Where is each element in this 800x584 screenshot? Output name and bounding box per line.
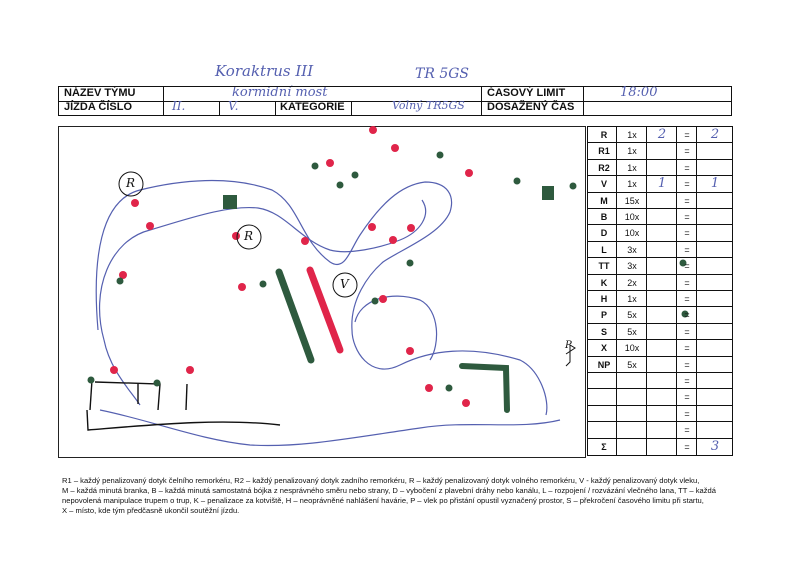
dock-post-4 (186, 384, 187, 410)
legend-line-1: R1 – každý penalizovaný dotyk čelního remorkéru, R2 – každý penalizovaný dotyk zadního remorkéru, R – každý penalizovaný dotyk volného remorkéru, V - každý penalizovaný dotyk vleku, (62, 476, 700, 485)
penalty-cell-divider (676, 291, 677, 306)
penalty-row (588, 340, 732, 356)
penalty-equals: = (684, 441, 690, 452)
penalty-cell-divider (676, 406, 677, 421)
penalty-code: V (600, 179, 607, 190)
penalty-cell-divider (676, 275, 677, 290)
penalty-multiplier: 10x (624, 212, 640, 222)
penalty-cell-divider (646, 275, 647, 290)
penalty-row (588, 193, 732, 209)
red-buoy (146, 222, 154, 230)
penalty-cell-divider (646, 127, 647, 142)
red-buoy (406, 347, 414, 355)
penalty-cell-divider (696, 307, 697, 322)
penalty-equals: = (684, 343, 690, 354)
route-bottom-sweep (100, 410, 560, 446)
penalty-code: X (600, 343, 607, 354)
route-inner-loop (100, 200, 426, 340)
green-block-1 (223, 195, 237, 209)
penalty-equals: = (684, 228, 690, 239)
marker-r1-label: R (126, 176, 136, 190)
green-buoy (312, 163, 319, 170)
penalty-equals: = (684, 310, 690, 321)
penalty-cell-divider (646, 307, 647, 322)
green-buoy (260, 281, 267, 288)
team-name-label: NÁZEV TÝMU (64, 87, 136, 99)
penalty-cell-divider (616, 291, 617, 306)
penalty-cell-divider (646, 160, 647, 175)
penalty-row (588, 127, 732, 143)
penalty-cell-divider (696, 357, 697, 372)
penalty-cell-divider (696, 340, 697, 355)
penalty-equals: = (684, 244, 690, 255)
penalty-cell-divider (696, 209, 697, 224)
penalty-cell-divider (646, 209, 647, 224)
penalty-row (588, 176, 732, 192)
penalty-cell-divider (646, 389, 647, 404)
penalty-equals: = (684, 261, 690, 272)
penalty-row (588, 422, 732, 438)
penalty-code: K (600, 277, 608, 288)
marker-v-label: V (340, 277, 349, 291)
penalty-equals: = (684, 162, 690, 173)
penalty-cell-divider (676, 176, 677, 191)
penalty-cell-divider (616, 176, 617, 191)
red-buoy (389, 236, 397, 244)
penalty-multiplier: 10x (624, 343, 640, 354)
penalty-cell-divider (616, 225, 617, 240)
penalty-cell-divider (696, 143, 697, 158)
penalty-cell-divider (646, 422, 647, 437)
penalty-row (588, 160, 732, 176)
penalty-cell-divider (616, 160, 617, 175)
red-buoy (462, 399, 470, 407)
penalty-row (588, 258, 732, 274)
penalty-total: 1 (710, 176, 720, 192)
penalty-cell-divider (646, 373, 647, 388)
time-limit-value: 18:00 (620, 85, 658, 100)
penalty-cell-divider (616, 258, 617, 273)
penalty-equals: = (684, 294, 690, 304)
green-buoy (446, 385, 453, 392)
penalty-cell-divider (676, 242, 677, 257)
penalty-multiplier: 5x (627, 359, 637, 370)
penalty-cell-divider (676, 357, 677, 372)
penalty-cell-divider (676, 143, 677, 158)
penalty-cell-divider (616, 143, 617, 158)
penalty-cell-divider (696, 291, 697, 306)
penalty-cell-divider (646, 176, 647, 191)
penalty-cell-divider (676, 439, 677, 455)
run-number-value-2: V. (228, 99, 239, 113)
penalty-cell-divider (676, 324, 677, 339)
legend-line-4: X – místo, kde tým předčasně ukončil soutěžní jízdu. (62, 506, 240, 515)
red-buoys (110, 126, 473, 407)
handwritten-team-name-line2: kormidní most (232, 85, 328, 100)
gate-bar-red (310, 270, 340, 350)
penalty-cell-divider (696, 127, 697, 142)
penalty-code: R1 (598, 146, 610, 157)
penalty-multiplier: 3x (627, 261, 637, 272)
legend-line-2: M – každá minutá branka, B – každá minutá samostatná bójka z nesprávného směru nebo strany, D – vybočení z plavební dráhy nebo kanálu, L – rozpojení / rozvázání vlečného lana, TT – každá (62, 486, 717, 495)
penalty-code: S (600, 326, 607, 337)
penalty-equals: = (684, 392, 690, 403)
run-number-label: JÍZDA ČÍSLO (64, 101, 133, 113)
penalty-cell-divider (676, 193, 677, 208)
red-buoy (369, 126, 377, 134)
penalty-cell-divider (646, 439, 647, 455)
green-buoy (407, 260, 414, 267)
handwritten-team-name: Koraktrus III (215, 62, 314, 80)
penalty-cell-divider (616, 389, 617, 404)
penalty-equals: = (684, 179, 690, 190)
penalty-cell-divider (676, 307, 677, 322)
penalty-cell-divider (676, 127, 677, 142)
red-buoy (465, 169, 473, 177)
penalty-cell-divider (616, 127, 617, 142)
penalty-cell-divider (646, 406, 647, 421)
penalty-row (588, 406, 732, 422)
penalty-multiplier: 1x (627, 146, 637, 157)
penalty-cell-divider (696, 242, 697, 257)
penalty-equals: = (684, 212, 690, 222)
penalty-cell-divider (696, 275, 697, 290)
red-buoy (110, 366, 118, 374)
green-buoy (117, 278, 124, 285)
penalty-row (588, 357, 732, 373)
penalty-multiplier: 5x (627, 310, 637, 321)
red-buoy (238, 283, 246, 291)
penalty-cell-divider (696, 439, 697, 455)
red-buoy (425, 384, 433, 392)
dock-post-1 (90, 380, 92, 410)
green-buoy (88, 377, 95, 384)
penalty-cell-divider (696, 422, 697, 437)
red-buoy (301, 237, 309, 245)
penalty-cell-divider (616, 340, 617, 355)
penalty-cell-divider (696, 373, 697, 388)
achieved-time-label: DOSAŽENÝ ČAS (487, 101, 575, 113)
penalty-cell-divider (696, 258, 697, 273)
green-buoy (372, 298, 379, 305)
penalty-cell-divider (616, 324, 617, 339)
penalty-row (588, 143, 732, 159)
route-left-descent (104, 340, 140, 405)
penalty-equals: = (684, 277, 690, 288)
red-buoy (326, 159, 334, 167)
penalty-code: L (601, 244, 607, 255)
penalty-cell-divider (646, 143, 647, 158)
penalty-cell-divider (646, 193, 647, 208)
marker-r2-label: R (244, 229, 254, 243)
legend-line-3: nepovolená manipulace trupem o trup, K – penalizace za kotviště, H – neoprávněné nahlášení havárie, P – vlek po přistání opustil vyznačený prostor, S – překročení časového limitu při startu, (62, 496, 704, 505)
red-buoy (407, 224, 415, 232)
penalty-row (588, 439, 732, 455)
penalty-cell-divider (676, 340, 677, 355)
penalty-cell-divider (616, 357, 617, 372)
penalty-equals: = (684, 130, 690, 140)
penalty-cell-divider (676, 389, 677, 404)
handwritten-code: TR 5GS (415, 66, 470, 82)
penalty-code: D (600, 228, 608, 239)
penalty-cell-divider (676, 258, 677, 273)
penalty-row (588, 307, 732, 323)
penalty-cell-divider (696, 389, 697, 404)
penalty-row (588, 225, 732, 241)
penalty-multiplier: 15x (624, 195, 640, 206)
penalty-cell-divider (646, 357, 647, 372)
penalty-cell-divider (696, 324, 697, 339)
penalty-cell-divider (676, 160, 677, 175)
penalty-cell-divider (696, 225, 697, 240)
penalty-multiplier: 1x (627, 162, 637, 173)
dock-post-2 (95, 382, 160, 410)
penalty-cell-divider (646, 258, 647, 273)
penalty-cell-divider (696, 176, 697, 191)
penalty-cell-divider (676, 373, 677, 388)
penalty-equals: = (684, 195, 690, 206)
time-limit-label: ČASOVÝ LIMIT (487, 87, 566, 99)
penalty-count: 2 (657, 127, 667, 142)
penalty-cell-divider (676, 209, 677, 224)
penalty-count: 1 (657, 176, 667, 192)
penalty-cell-divider (696, 193, 697, 208)
red-buoy (391, 144, 399, 152)
penalty-cell-divider (616, 275, 617, 290)
red-buoy (131, 199, 139, 207)
penalty-cell-divider (616, 373, 617, 388)
red-buoy (232, 232, 240, 240)
penalty-multiplier: 3x (627, 244, 637, 255)
penalty-multiplier: 1x (627, 179, 637, 190)
penalty-row (588, 242, 732, 258)
penalty-cell-divider (696, 406, 697, 421)
penalty-code: R (600, 130, 608, 140)
penalty-multiplier: 1x (627, 130, 637, 140)
penalty-code: B (600, 212, 608, 222)
penalty-row (588, 275, 732, 291)
red-buoy (186, 366, 194, 374)
run-number-value: II. (172, 99, 186, 113)
penalty-cell-divider (616, 439, 617, 455)
penalty-cell-divider (676, 422, 677, 437)
penalty-cell-divider (616, 307, 617, 322)
green-buoy (337, 182, 344, 189)
penalty-equals: = (684, 359, 690, 370)
penalty-equals: = (684, 408, 690, 419)
penalty-multiplier: 2x (627, 277, 637, 288)
penalty-cell-divider (616, 193, 617, 208)
penalty-cell-divider (646, 225, 647, 240)
penalty-cell-divider (616, 422, 617, 437)
penalty-code: TT (598, 261, 610, 272)
red-buoy (368, 223, 376, 231)
penalty-row (588, 209, 732, 225)
penalty-equals: = (684, 146, 690, 157)
penalty-code: M (600, 195, 608, 206)
penalty-row (588, 373, 732, 389)
penalty-cell-divider (646, 291, 647, 306)
penalty-cell-divider (616, 209, 617, 224)
penalty-total: 3 (710, 438, 720, 454)
penalty-cell-divider (646, 242, 647, 257)
penalty-cell-divider (696, 160, 697, 175)
penalty-row (588, 291, 732, 307)
penalty-code: NP (597, 359, 611, 370)
green-buoy (154, 380, 161, 387)
red-buoy (379, 295, 387, 303)
penalty-code: Σ (601, 441, 607, 452)
penalty-code: R2 (598, 162, 610, 173)
penalty-code: P (600, 310, 607, 321)
green-buoy (437, 152, 444, 159)
penalty-table (587, 126, 733, 456)
green-buoy (570, 183, 577, 190)
green-buoy (352, 172, 359, 179)
marker-p-label: P (565, 340, 572, 351)
penalty-equals: = (684, 376, 690, 386)
penalty-cell-divider (616, 242, 617, 257)
penalty-multiplier: 10x (624, 228, 640, 239)
penalty-cell-divider (676, 225, 677, 240)
penalty-multiplier: 1x (627, 294, 637, 304)
penalty-multiplier: 5x (627, 326, 637, 337)
penalty-equals: = (684, 326, 690, 337)
penalty-code: H (600, 294, 608, 304)
penalty-equals: = (684, 425, 690, 436)
category-value: Volný TR5GS (392, 99, 465, 112)
green-buoy (514, 178, 521, 185)
gate-bar-green (279, 272, 311, 360)
penalty-cell-divider (646, 340, 647, 355)
penalty-row (588, 389, 732, 405)
penalty-cell-divider (646, 324, 647, 339)
penalty-cell-divider (616, 406, 617, 421)
route-return-curve (355, 296, 437, 360)
green-block-2 (542, 186, 554, 200)
category-label: KATEGORIE (280, 101, 345, 113)
penalty-row (588, 324, 732, 340)
legend (62, 476, 752, 516)
penalty-total: 2 (710, 127, 720, 142)
